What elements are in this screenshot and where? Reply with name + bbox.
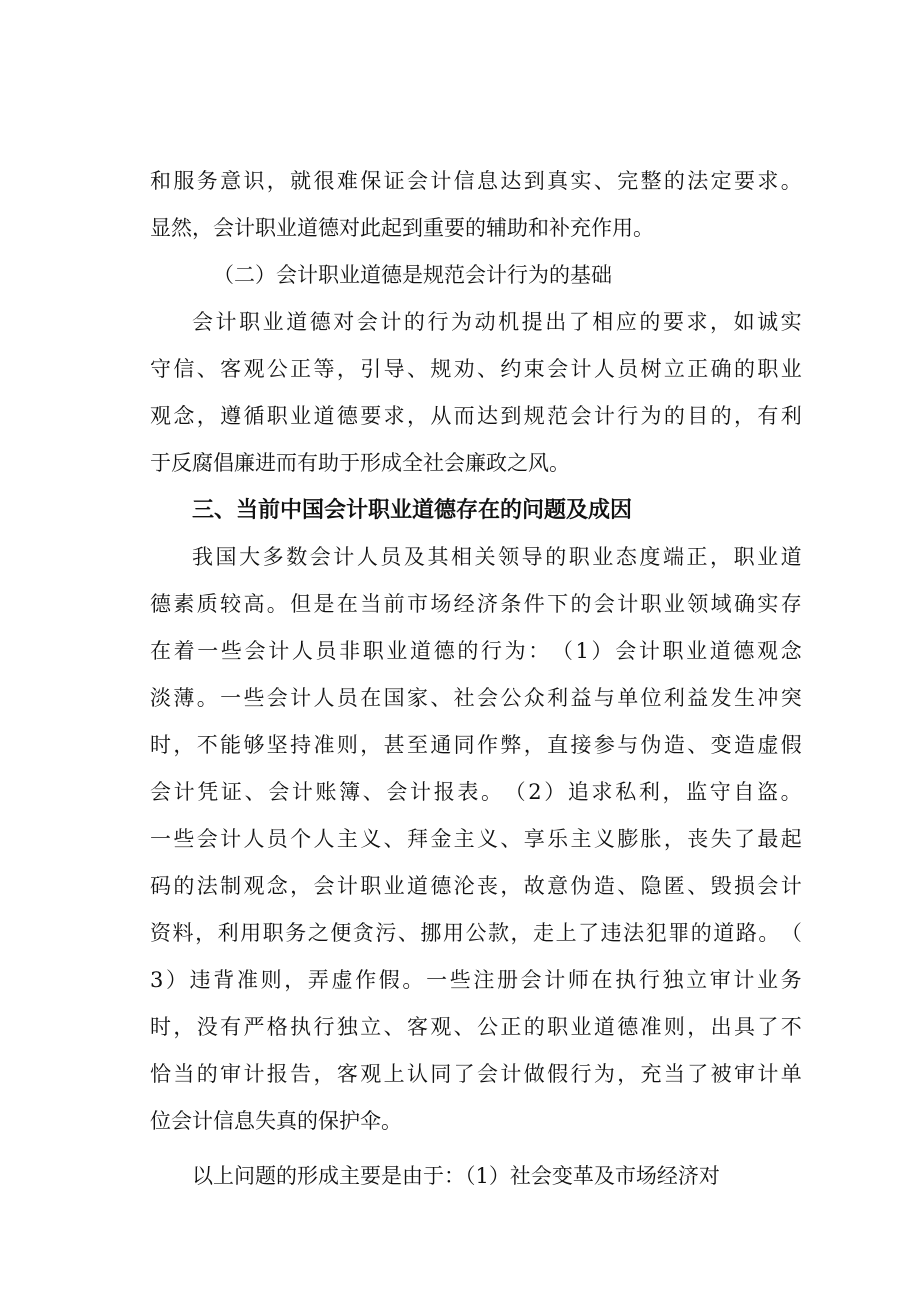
text-line: 时 ， 不 能 够 坚 持 准 则 ， 甚 至 通 同 作 弊 ， 直 接 参 与 伪 造 、 变 造 虚 假 — [150, 733, 802, 757]
section-heading: 三、当前中国会计职业道德存在的问题及成因 — [192, 498, 633, 523]
text-line: 会 计 凭 证 、 会 计 账 簿 、 会 计 报 表 。 （ 2 ） 追 求 私 利 ， 监 守 自 盗 。 — [150, 780, 802, 804]
sub-heading: （二）会计职业道德是规范会计行为的基础 — [213, 263, 612, 287]
paragraph-para-continuation — [150, 158, 802, 252]
text-line: 会 计 职 业 道 德 对 会 计 的 行 为 动 机 提 出 了 相 应 的 要 求 ， 如 诚 实 — [192, 310, 802, 334]
text-line: 观 念 ， 遵 循 职 业 道 德 要 求 ， 从 而 达 到 规 范 会 计 行 为 的 目 的 ， 有 利 — [150, 404, 802, 428]
text-line: 德 素 质 较 高 。 但 是 在 当 前 市 场 经 济 条 件 下 的 会 计 职 业 领 域 确 实 存 — [150, 592, 802, 616]
paragraph-para-causes — [150, 1153, 802, 1200]
text-line: 3 ） 违 背 准 则 ， 弄 虚 作 假 。 一 些 注 册 会 计 师 在 执 行 独 立 审 计 业 务 — [150, 968, 802, 992]
text-line: 在 着 一 些 会 计 人 员 非 职 业 道 德 的 行 为 ： （ 1 ） 会 计 职 业 道 德 观 念 — [150, 639, 802, 663]
text-line: 以上问题的形成主要是由于：（1）社会变革及市场经济对 — [192, 1164, 720, 1188]
text-line: 位会计信息失真的保护伞。 — [150, 1109, 402, 1133]
text-line: 码 的 法 制 观 念 ， 会 计 职 业 道 德 沦 丧 ， 故 意 伪 造 、 隐 匿 、 毁 损 会 计 — [150, 874, 802, 898]
paragraph-para-problems — [150, 534, 802, 1145]
text-line: 淡 薄 。 一 些 会 计 人 员 在 国 家 、 社 会 公 众 利 益 与 单 位 利 益 发 生 冲 突 — [150, 686, 802, 710]
text-line: 资 料 ， 利 用 职 务 之 便 贪 污 、 挪 用 公 款 ， 走 上 了 违 法 犯 罪 的 道 路 。 （ — [150, 921, 802, 945]
text-line: 我 国 大 多 数 会 计 人 员 及 其 相 关 领 导 的 职 业 态 度 端 正 ， 职 业 道 — [192, 545, 802, 569]
paragraph-para-norms — [150, 299, 802, 487]
text-line: 时 ， 没 有 严 格 执 行 独 立 、 客 观 、 公 正 的 职 业 道 德 准 则 ， 出 具 了 不 — [150, 1015, 802, 1039]
paragraph-section-heading-3 — [150, 487, 802, 534]
text-line: 恰 当 的 审 计 报 告 ， 客 观 上 认 同 了 会 计 做 假 行 为 ， 充 当 了 被 审 计 单 — [150, 1062, 802, 1086]
text-line: 守 信 、 客 观 公 正 等 ， 引 导 、 规 劝 、 约 束 会 计 人 员 树 立 正 确 的 职 业 — [150, 357, 802, 381]
text-line: 和 服 务 意 识 ， 就 很 难 保 证 会 计 信 息 达 到 真 实 、 完 整 的 法 定 要 求 。 — [150, 169, 802, 193]
text-line: 一 些 会 计 人 员 个 人 主 义 、 拜 金 主 义 、 享 乐 主 义 膨 胀 ， 丧 失 了 最 起 — [150, 827, 802, 851]
paragraph-subheading-2 — [150, 252, 802, 299]
text-line: 于反腐倡廉进而有助于形成全社会廉政之风。 — [150, 451, 570, 475]
text-line: 显然，会计职业道德对此起到重要的辅助和补充作用。 — [150, 216, 654, 240]
document-body — [150, 158, 802, 1200]
